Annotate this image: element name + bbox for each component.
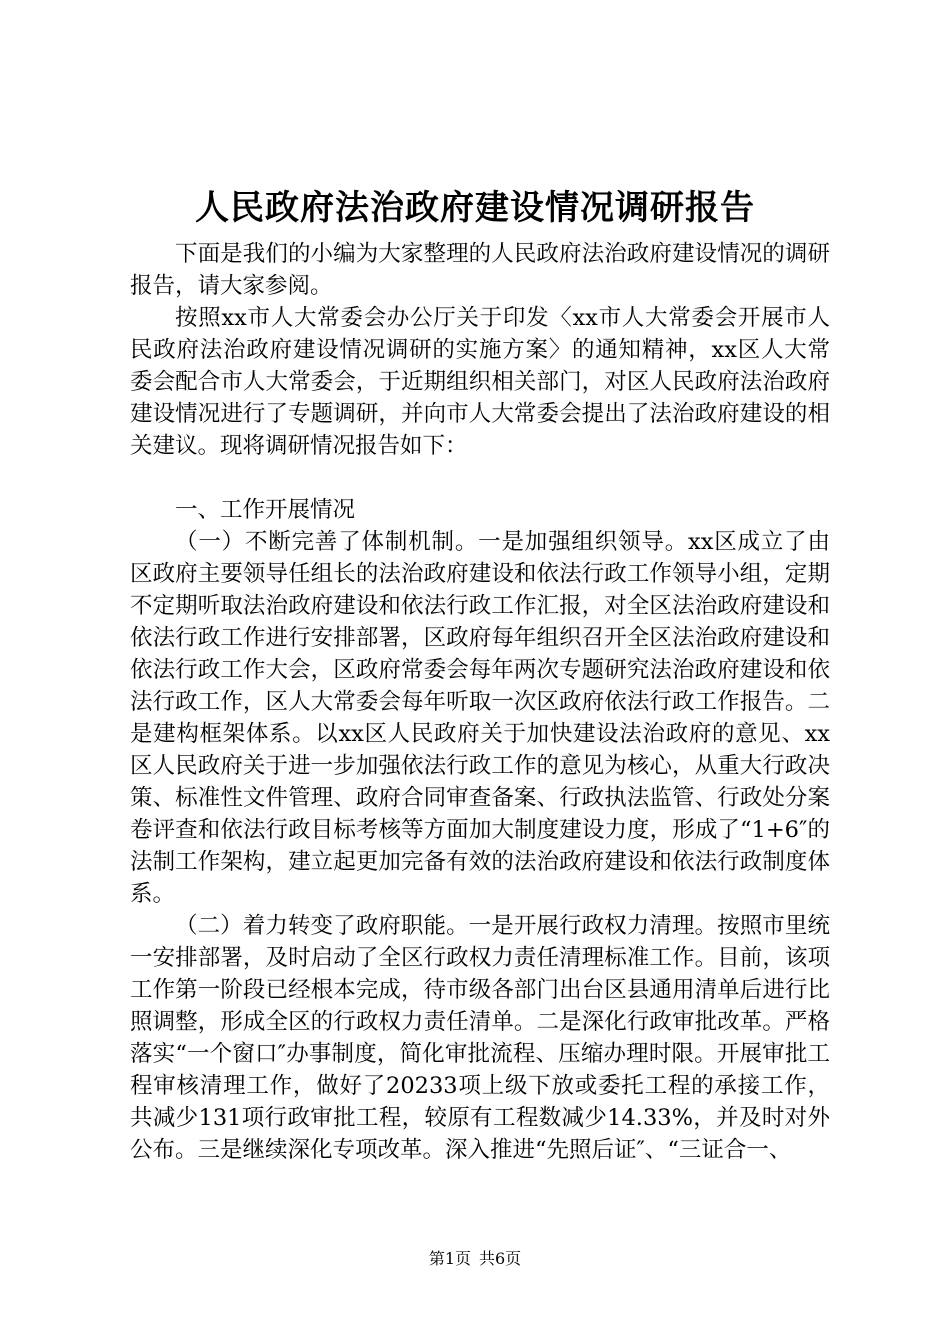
intro-paragraph: 下面是我们的小编为大家整理的人民政府法治政府建设情况的调研报告，请大家参阅。 [130, 241, 830, 299]
document-body [130, 238, 830, 1166]
section-heading: 一、工作开展情况 [175, 497, 356, 523]
background-paragraph: 按照xx市人大常委会办公厅关于印发〈xx市人大常委会开展市人民政府法治政府建设情况调研的实施方案〉的通知精神，xx区人大常委会配合市人大常委会，于近期组织相关部门，对区人民政府法治政府建设情况进行了专题调研，并向市人大常委会提出了法治政府建设的相关建议。现将调研情况报告如下： [130, 305, 830, 459]
item-paragraph-1: （一）不断完善了体制机制。一是加强组织领导。xx区成立了由区政府主要领导任组长的法治政府建设和依法行政工作领导小组，定期不定期听取法治政府建设和依法行政工作汇报，对全区法治政府建设和依法行政工作进行安排部署，区政府每年组织召开全区法治政府建设和依法行政工作大会，区政府常委会每年两次专题研究法治政府建设和依法行政工作，区人大常委会每年听取一次区政府依法行政工作报告。二是建构框架体系。以xx区人民政府关于加快建设法治政府的意见、xx区人民政府关于进一步加强依法行政工作的意见为核心，从重大行政决策、标准性文件管理、政府合同审查备案、行政执法监管、行政处分案卷评查和依法行政目标考核等方面加大制度建设力度，形成了“1+6″的法制工作架构，建立起更加完备有效的法治政府建设和依法行政制度体系。 [130, 529, 830, 907]
document-title: 人民政府法治政府建设情况调研报告 [195, 188, 755, 228]
item-paragraph-2: （二）着力转变了政府职能。一是开展行政权力清理。按照市里统一安排部署，及时启动了全区行政权力责任清理标准工作。目前，该项工作第一阶段已经根本完成，待市级各部门出台区县通用清单后进行比照调整，形成全区的行政权力责任清单。二是深化行政审批改革。严格落实“一个窗口″办事制度，简化审批流程、压缩办理时限。开展审批工程审核清理工作，做好了20233项上级下放或委托工程的承接工作，共减少131项行政审批工程，较原有工程数减少14.33%，并及时对外公布。三是继续深化专项改革。深入推进“先照后证″、“三证合一、 [130, 913, 830, 1163]
page-footer [0, 1248, 950, 1270]
page-number: 第1页 [428, 1249, 471, 1268]
page-total: 共6页 [479, 1249, 522, 1268]
